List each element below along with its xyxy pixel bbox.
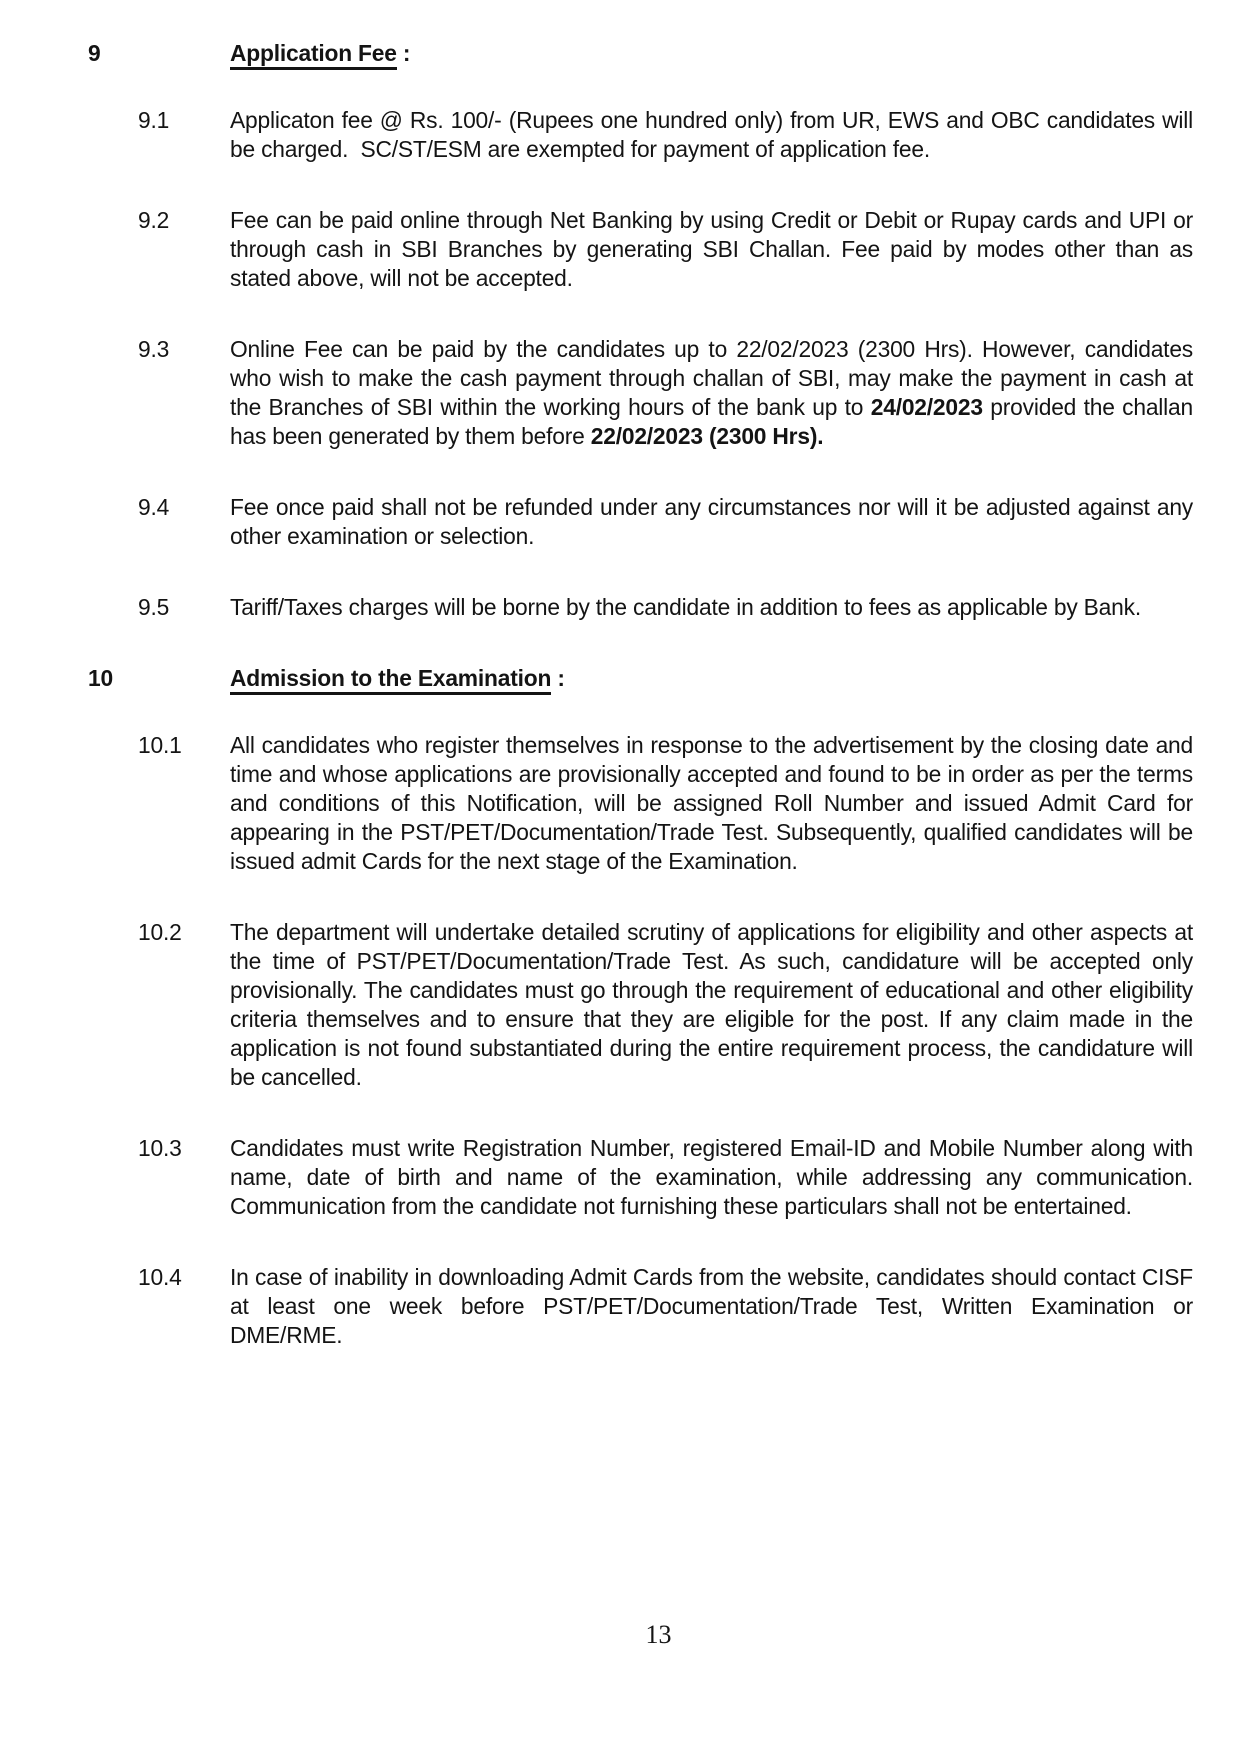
text-segment: Applicaton fee @ Rs. 100/- (Rupees one hundred only) from UR, EWS and OBC candidates will be charged. SC/ST/ESM are exempted for payment of application fee. (230, 107, 1193, 162)
section-heading-title: Admission to the Examination (230, 665, 551, 695)
item-row-10-1 (88, 731, 1193, 876)
item-number: 9.5 (138, 594, 170, 620)
section-heading-body (230, 39, 1193, 68)
section-heading-colon: : (551, 665, 565, 691)
item-number: 10.3 (138, 1135, 182, 1161)
item-body (230, 731, 1193, 876)
text-segment: The department will undertake detailed scrutiny of applications for eligibility and other aspects at the time of PST/PET/Documentation/Trade Test. As such, candidature will be accepted only provisionally. The candidates must go through the requirement of educational and other eligibility criteria themselves and to ensure that they are eligible for the post. If any claim made in the application is not found substantiated during the entire requirement process, the candidature will be cancelled. (230, 919, 1193, 1090)
text-segment: provided the challan has been generated by them before (230, 394, 1193, 449)
item-paragraph (230, 335, 1193, 451)
item-row-9-4 (88, 493, 1193, 551)
item-number-gutter (88, 106, 230, 135)
section-heading (230, 40, 410, 70)
item-paragraph (230, 731, 1193, 876)
section-number: 10 (88, 665, 113, 691)
item-number-gutter (88, 731, 230, 760)
section-number: 9 (88, 40, 101, 66)
section-heading-body (230, 664, 1193, 693)
section-10-heading-row (88, 664, 1193, 693)
section-heading (230, 665, 565, 695)
item-body (230, 206, 1193, 293)
item-row-9-5 (88, 593, 1193, 622)
text-segment: Fee can be paid online through Net Banking by using Credit or Debit or Rupay cards and UPI or through cash in SBI Branches by generating SBI Challan. Fee paid by modes other than as stated above, will not be accepted. (230, 207, 1193, 291)
section-number-gutter (88, 664, 230, 693)
item-body (230, 106, 1193, 164)
text-segment: Online Fee can be paid by the candidates up to 22/02/2023 (2300 Hrs). However, candidates who wish to make the cash payment through challan of SBI, may make the payment in cash at the Branches of SBI within the working hours of the bank up to (230, 336, 1193, 420)
item-paragraph (230, 593, 1193, 622)
page-number: 13 (645, 1620, 672, 1649)
item-row-10-2 (88, 918, 1193, 1092)
item-body (230, 493, 1193, 551)
bold-text: 22/02/2023 (2300 Hrs). (590, 423, 824, 449)
text-segment: Candidates must write Registration Number, registered Email-ID and Mobile Number along with name, date of birth and name of the examination, while addressing any communication. Communication from the candidate not furnishing these particulars shall not be entertained. (230, 1135, 1193, 1219)
item-row-9-2 (88, 206, 1193, 293)
item-paragraph (230, 206, 1193, 293)
text-segment: Tariff/Taxes charges will be borne by the candidate in addition to fees as applicable by Bank. (230, 594, 1141, 620)
item-number-gutter (88, 493, 230, 522)
item-paragraph (230, 1134, 1193, 1221)
item-number-gutter (88, 918, 230, 947)
item-paragraph (230, 1263, 1193, 1350)
section-heading-title: Application Fee (230, 40, 397, 70)
text-segment: In case of inability in downloading Admit Cards from the website, candidates should contact CISF at least one week before PST/PET/Documentation/Trade Test, Written Examination or DME/RME. (230, 1264, 1193, 1348)
item-number: 9.1 (138, 107, 170, 133)
item-body (230, 593, 1193, 622)
item-paragraph (230, 918, 1193, 1092)
item-row-9-1 (88, 106, 1193, 164)
item-number-gutter (88, 1134, 230, 1163)
bold-text: 24/02/2023 (870, 394, 983, 420)
item-body (230, 918, 1193, 1092)
item-body (230, 1263, 1193, 1350)
text-segment: Fee once paid shall not be refunded under any circumstances nor will it be adjusted against any other examination or selection. (230, 494, 1193, 549)
item-paragraph (230, 493, 1193, 551)
item-number: 9.3 (138, 336, 170, 362)
item-number-gutter (88, 206, 230, 235)
item-number: 10.4 (138, 1264, 182, 1290)
section-number-gutter (88, 39, 230, 68)
item-number: 10.2 (138, 919, 182, 945)
section-9-heading-row (88, 39, 1193, 68)
text-segment: All candidates who register themselves in response to the advertisement by the closing date and time and whose applications are provisionally accepted and found to be in order as per the terms and conditions of this Notification, will be assigned Roll Number and issued Admit Card for appearing in the PST/PET/Documentation/Trade Test. Subsequently, qualified candidates will be issued admit Cards for the next stage of the Examination. (230, 732, 1193, 874)
section-heading-colon: : (396, 40, 411, 66)
item-paragraph (230, 106, 1193, 164)
item-number: 9.2 (138, 207, 170, 233)
item-body (230, 1134, 1193, 1221)
item-number-gutter (88, 335, 230, 364)
item-row-9-3 (88, 335, 1193, 451)
item-number: 9.4 (138, 494, 170, 520)
item-number-gutter (88, 593, 230, 622)
item-number-gutter (88, 1263, 230, 1292)
item-row-10-4 (88, 1263, 1193, 1350)
document-body (88, 39, 1193, 1350)
item-body (230, 335, 1193, 451)
item-row-10-3 (88, 1134, 1193, 1221)
item-number: 10.1 (138, 732, 182, 758)
